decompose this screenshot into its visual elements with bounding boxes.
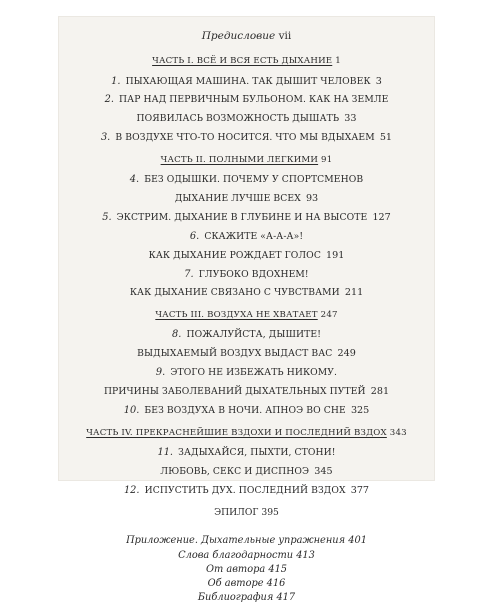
preface-label: Предисловие [201,30,276,42]
table-of-contents [58,30,435,605]
chapter-6 [58,225,435,263]
chapter-title-line: СКАЖИТЕ «А-А-А»! [204,230,304,242]
chapter-9 [58,361,435,399]
chapter-2 [58,88,435,126]
chapter-title-line: ЭКСТРИМ. ДЫХАНИЕ В ГЛУБИНЕ И НА ВЫСОТЕ [116,211,368,223]
part-title: ЧАСТЬ III. ВОЗДУХА НЕ ХВАТАЕТ [155,310,318,321]
chapter-number: 1. [111,75,121,87]
chapter-title-line: ДЫХАНИЕ ЛУЧШЕ ВСЕХ [174,193,301,205]
chapter-8 [58,323,435,361]
chapter-7 [58,263,435,301]
back-matter-page: 416 [266,578,286,590]
part-title: ЧАСТЬ I. ВСЁ И ВСЯ ЕСТЬ ДЫХАНИЕ [152,56,333,67]
chapter-3 [58,126,435,145]
chapter-5 [58,206,435,225]
back-matter-item [58,563,435,577]
chapter-title-line: В ВОЗДУХЕ ЧТО-ТО НОСИТСЯ. ЧТО МЫ ВДЫХАЕМ [115,132,375,144]
back-matter-item [58,577,435,591]
chapter-title-line: ПЫХАЮЩАЯ МАШИНА. ТАК ДЫШИТ ЧЕЛОВЕК [125,75,371,87]
part-heading-2 [58,155,435,165]
back-matter-label: Приложение. Дыхательные упражнения [126,535,346,547]
part-page: 247 [320,310,338,321]
chapter-number: 7. [184,268,194,280]
chapter-title-line: ГЛУБОКО ВДОХНЕМ! [198,268,309,280]
toc-epilog [58,508,435,519]
chapter-number: 12. [123,484,140,496]
part-page: 1 [335,56,341,67]
chapter-title-line: КАК ДЫХАНИЕ РОЖДАЕТ ГОЛОС [148,249,321,261]
epilog-label: ЭПИЛОГ [214,506,259,518]
chapter-page: 211 [344,287,364,299]
back-matter-page: 417 [276,592,296,604]
back-matter-label: Об авторе [207,578,264,590]
part-heading-1 [58,56,435,66]
chapter-number: 9. [155,367,166,379]
chapter-page: 281 [370,386,390,398]
chapter-title-line: ПОЖАЛУЙСТА, ДЫШИТЕ! [186,329,321,341]
toc-back-matter [58,534,435,605]
chapter-page: 127 [372,211,391,223]
back-matter-label: От автора [205,563,266,575]
chapter-title-line: ИСПУСТИТЬ ДУХ. ПОСЛЕДНИЙ ВЗДОХ [144,484,346,496]
chapter-1 [58,70,435,89]
chapter-page: 191 [326,249,345,261]
chapter-title-line: БЕЗ ОДЫШКИ. ПОЧЕМУ У СПОРТСМЕНОВ [144,174,364,186]
chapter-title-line: ЭТОГО НЕ ИЗБЕЖАТЬ НИКОМУ. [170,367,338,379]
chapter-number: 2. [104,94,114,106]
chapter-page: 33 [344,113,357,125]
chapter-page: 377 [350,484,370,496]
chapter-page: 325 [350,404,370,416]
back-matter-label: Слова благодарности [178,549,294,561]
back-matter-page: 415 [268,563,288,575]
back-matter-page: 401 [348,535,367,547]
part-page: 343 [389,427,407,438]
back-matter-item [58,591,435,605]
epilog-page: 395 [261,506,279,518]
chapter-number: 11. [157,446,174,458]
chapter-number: 3. [100,132,111,144]
book-page [58,16,435,604]
part-heading-4 [58,428,435,438]
chapter-title-line: БЕЗ ВОЗДУХА В НОЧИ. АПНОЭ ВО СНЕ [144,404,346,416]
chapter-title-line: ЗАДЫХАЙСЯ, ПЫХТИ, СТОНИ! [178,446,336,458]
back-matter-item [58,534,435,548]
chapter-11 [58,441,435,479]
chapter-title-line: ЛЮБОВЬ, СЕКС И ДИСПНОЭ [160,465,310,477]
chapter-title-line: КАК ДЫХАНИЕ СВЯЗАНО С ЧУВСТВАМИ [129,287,340,299]
part-heading-3 [58,310,435,320]
chapter-page: 51 [379,132,393,144]
toc-preface [58,30,435,42]
chapter-page: 93 [305,193,319,205]
chapter-number: 5. [102,211,112,223]
chapter-title-line: ПАР НАД ПЕРВИЧНЫМ БУЛЬОНОМ. КАК НА ЗЕМЛЕ [119,94,389,106]
chapter-page: 345 [314,465,333,477]
chapter-12 [58,479,435,498]
chapter-page: 249 [337,348,356,360]
chapter-10 [58,399,435,418]
back-matter-item [58,549,435,563]
chapter-number: 4. [129,174,140,186]
back-matter-page: 413 [296,549,315,561]
chapter-4 [58,168,435,206]
chapter-number: 6. [189,230,200,242]
part-page: 91 [321,155,333,166]
part-title: ЧАСТЬ II. ПОЛНЫМИ ЛЕГКИМИ [160,155,319,166]
chapter-title-line: ПОЯВИЛАСЬ ВОЗМОЖНОСТЬ ДЫШАТЬ [136,113,340,125]
chapter-title-line: ВЫДЫХАЕМЫЙ ВОЗДУХ ВЫДАСТ ВАС [137,348,333,360]
chapter-number: 8. [172,329,182,341]
preface-page: vii [278,30,292,42]
part-title: ЧАСТЬ IV. ПРЕКРАСНЕЙШИЕ ВЗДОХИ И ПОСЛЕДНИЙ ВЗДОХ [86,427,387,438]
chapter-title-line: ПРИЧИНЫ ЗАБОЛЕВАНИЙ ДЫХАТЕЛЬНЫХ ПУТЕЙ [103,386,366,398]
back-matter-label: Библиография [197,592,274,604]
chapter-page: 3 [375,75,382,87]
chapter-number: 10. [123,404,140,416]
